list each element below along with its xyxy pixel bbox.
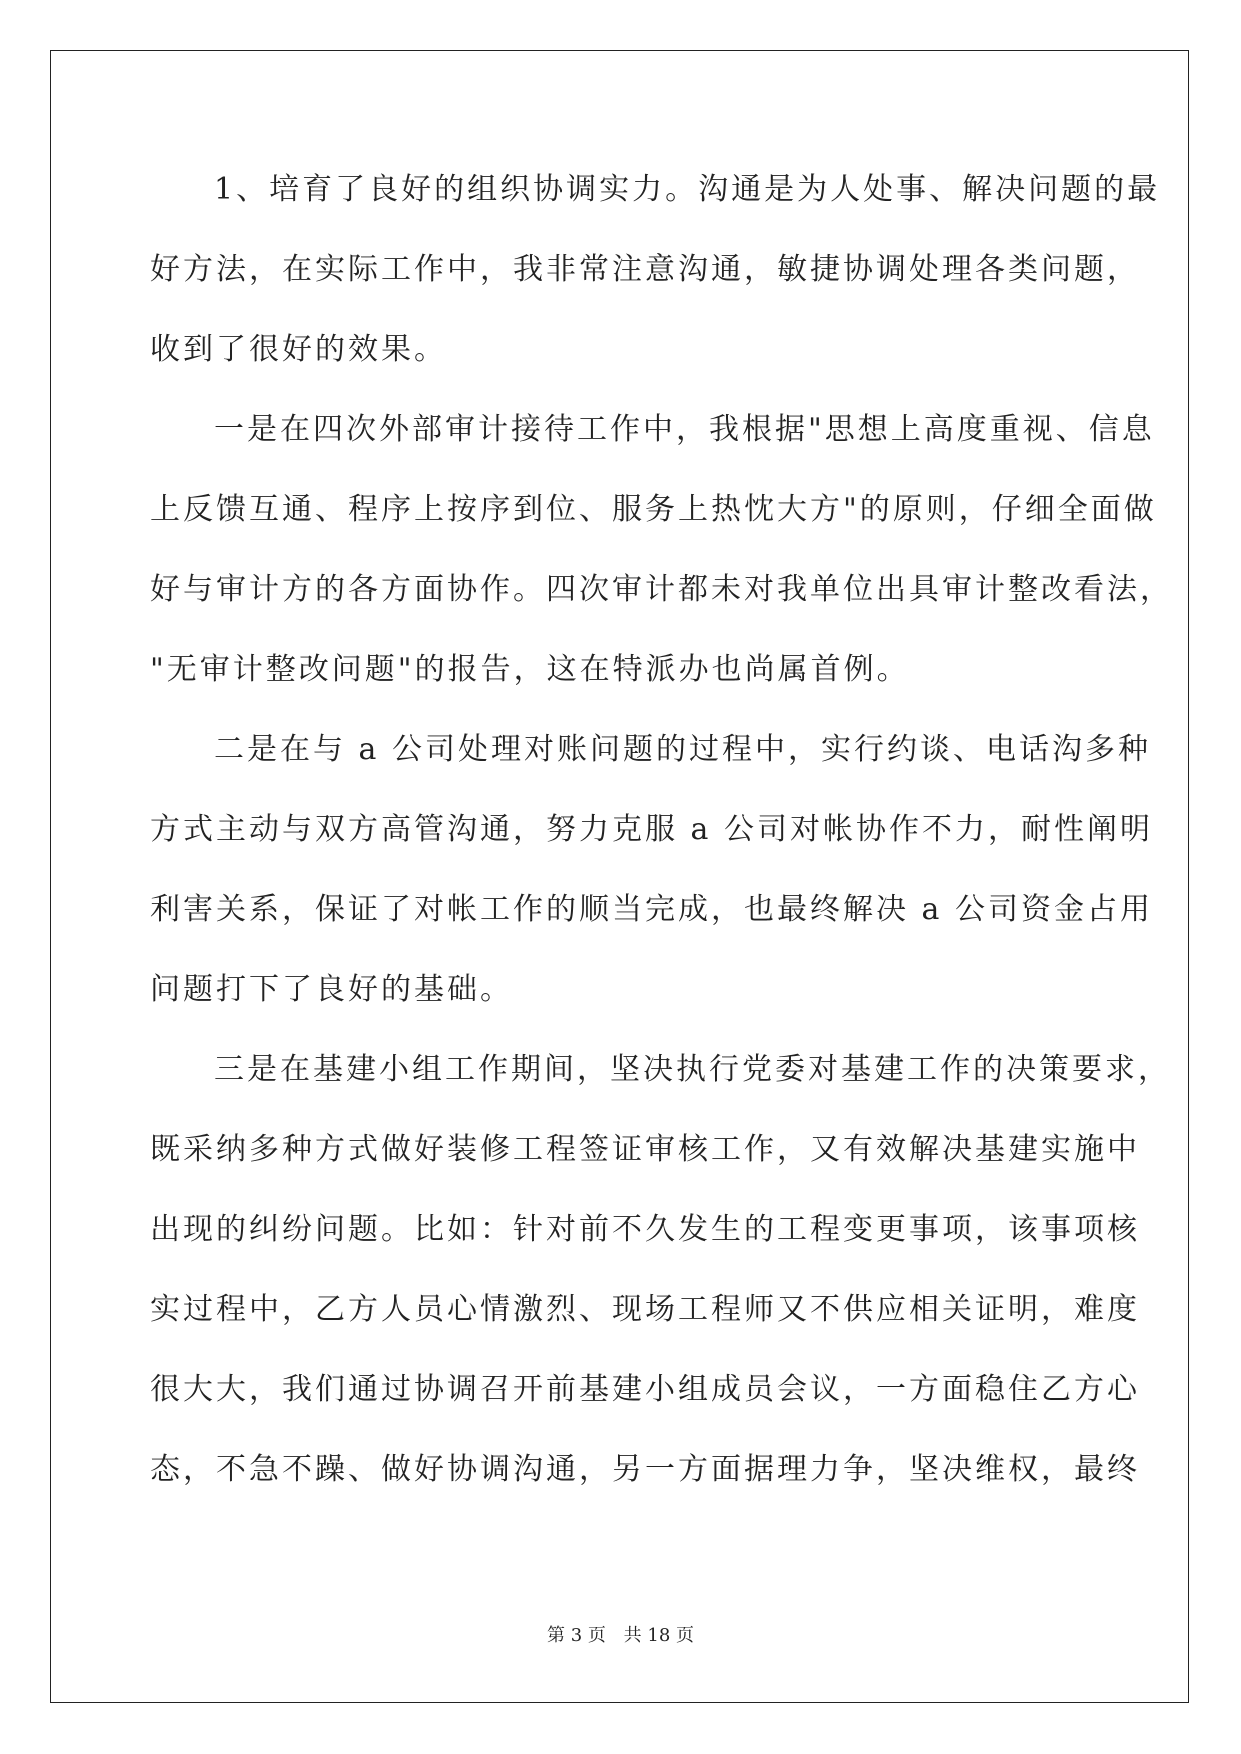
paragraph-line: 方式主动与双方高管沟通，努力克服 a 公司对帐协作不力，耐性阐明 xyxy=(150,812,1153,847)
paragraph-line: 问题打下了良好的基础。 xyxy=(150,972,513,1007)
paragraph-line: 利害关系，保证了对帐工作的顺当完成，也最终解决 a 公司资金占用 xyxy=(150,892,1153,927)
paragraph-line: 1、培育了良好的组织协调实力。沟通是为人处事、解决问题的最 xyxy=(214,172,1161,207)
page-footer xyxy=(0,1621,1241,1647)
document-body xyxy=(150,165,1173,1525)
paragraph-line: 一是在四次外部审计接待工作中，我根据"思想上高度重视、信息 xyxy=(214,412,1155,447)
paragraph-line: 好与审计方的各方面协作。四次审计都未对我单位出具审计整改看法， xyxy=(150,572,1173,607)
paragraph-line: 三是在基建小组工作期间，坚决执行党委对基建工作的决策要求， xyxy=(214,1052,1171,1087)
paragraph-line: 实过程中，乙方人员心情激烈、现场工程师又不供应相关证明，难度 xyxy=(150,1292,1140,1327)
paragraph-line: 上反馈互通、程序上按序到位、服务上热忱大方"的原则，仔细全面做 xyxy=(150,492,1157,527)
paragraph-line: 出现的纠纷问题。比如：针对前不久发生的工程变更事项，该事项核 xyxy=(150,1212,1140,1247)
paragraph-line: 态，不急不躁、做好协调沟通，另一方面据理力争，坚决维权，最终 xyxy=(150,1452,1140,1487)
page-number: 第 3 页 xyxy=(547,1625,606,1646)
paragraph-line: 既采纳多种方式做好装修工程签证审核工作，又有效解决基建实施中 xyxy=(150,1132,1140,1167)
paragraph-line: 二是在与 a 公司处理对账问题的过程中，实行约谈、电话沟多种 xyxy=(214,732,1151,767)
paragraph-line: 收到了很好的效果。 xyxy=(150,332,447,367)
paragraph-line: "无审计整改问题"的报告，这在特派办也尚属首例。 xyxy=(150,652,910,687)
paragraph-line: 很大大，我们通过协调召开前基建小组成员会议，一方面稳住乙方心 xyxy=(150,1372,1140,1407)
total-pages: 共 18 页 xyxy=(623,1625,694,1646)
paragraph-line: 好方法，在实际工作中，我非常注意沟通，敏捷协调处理各类问题， xyxy=(150,252,1140,287)
